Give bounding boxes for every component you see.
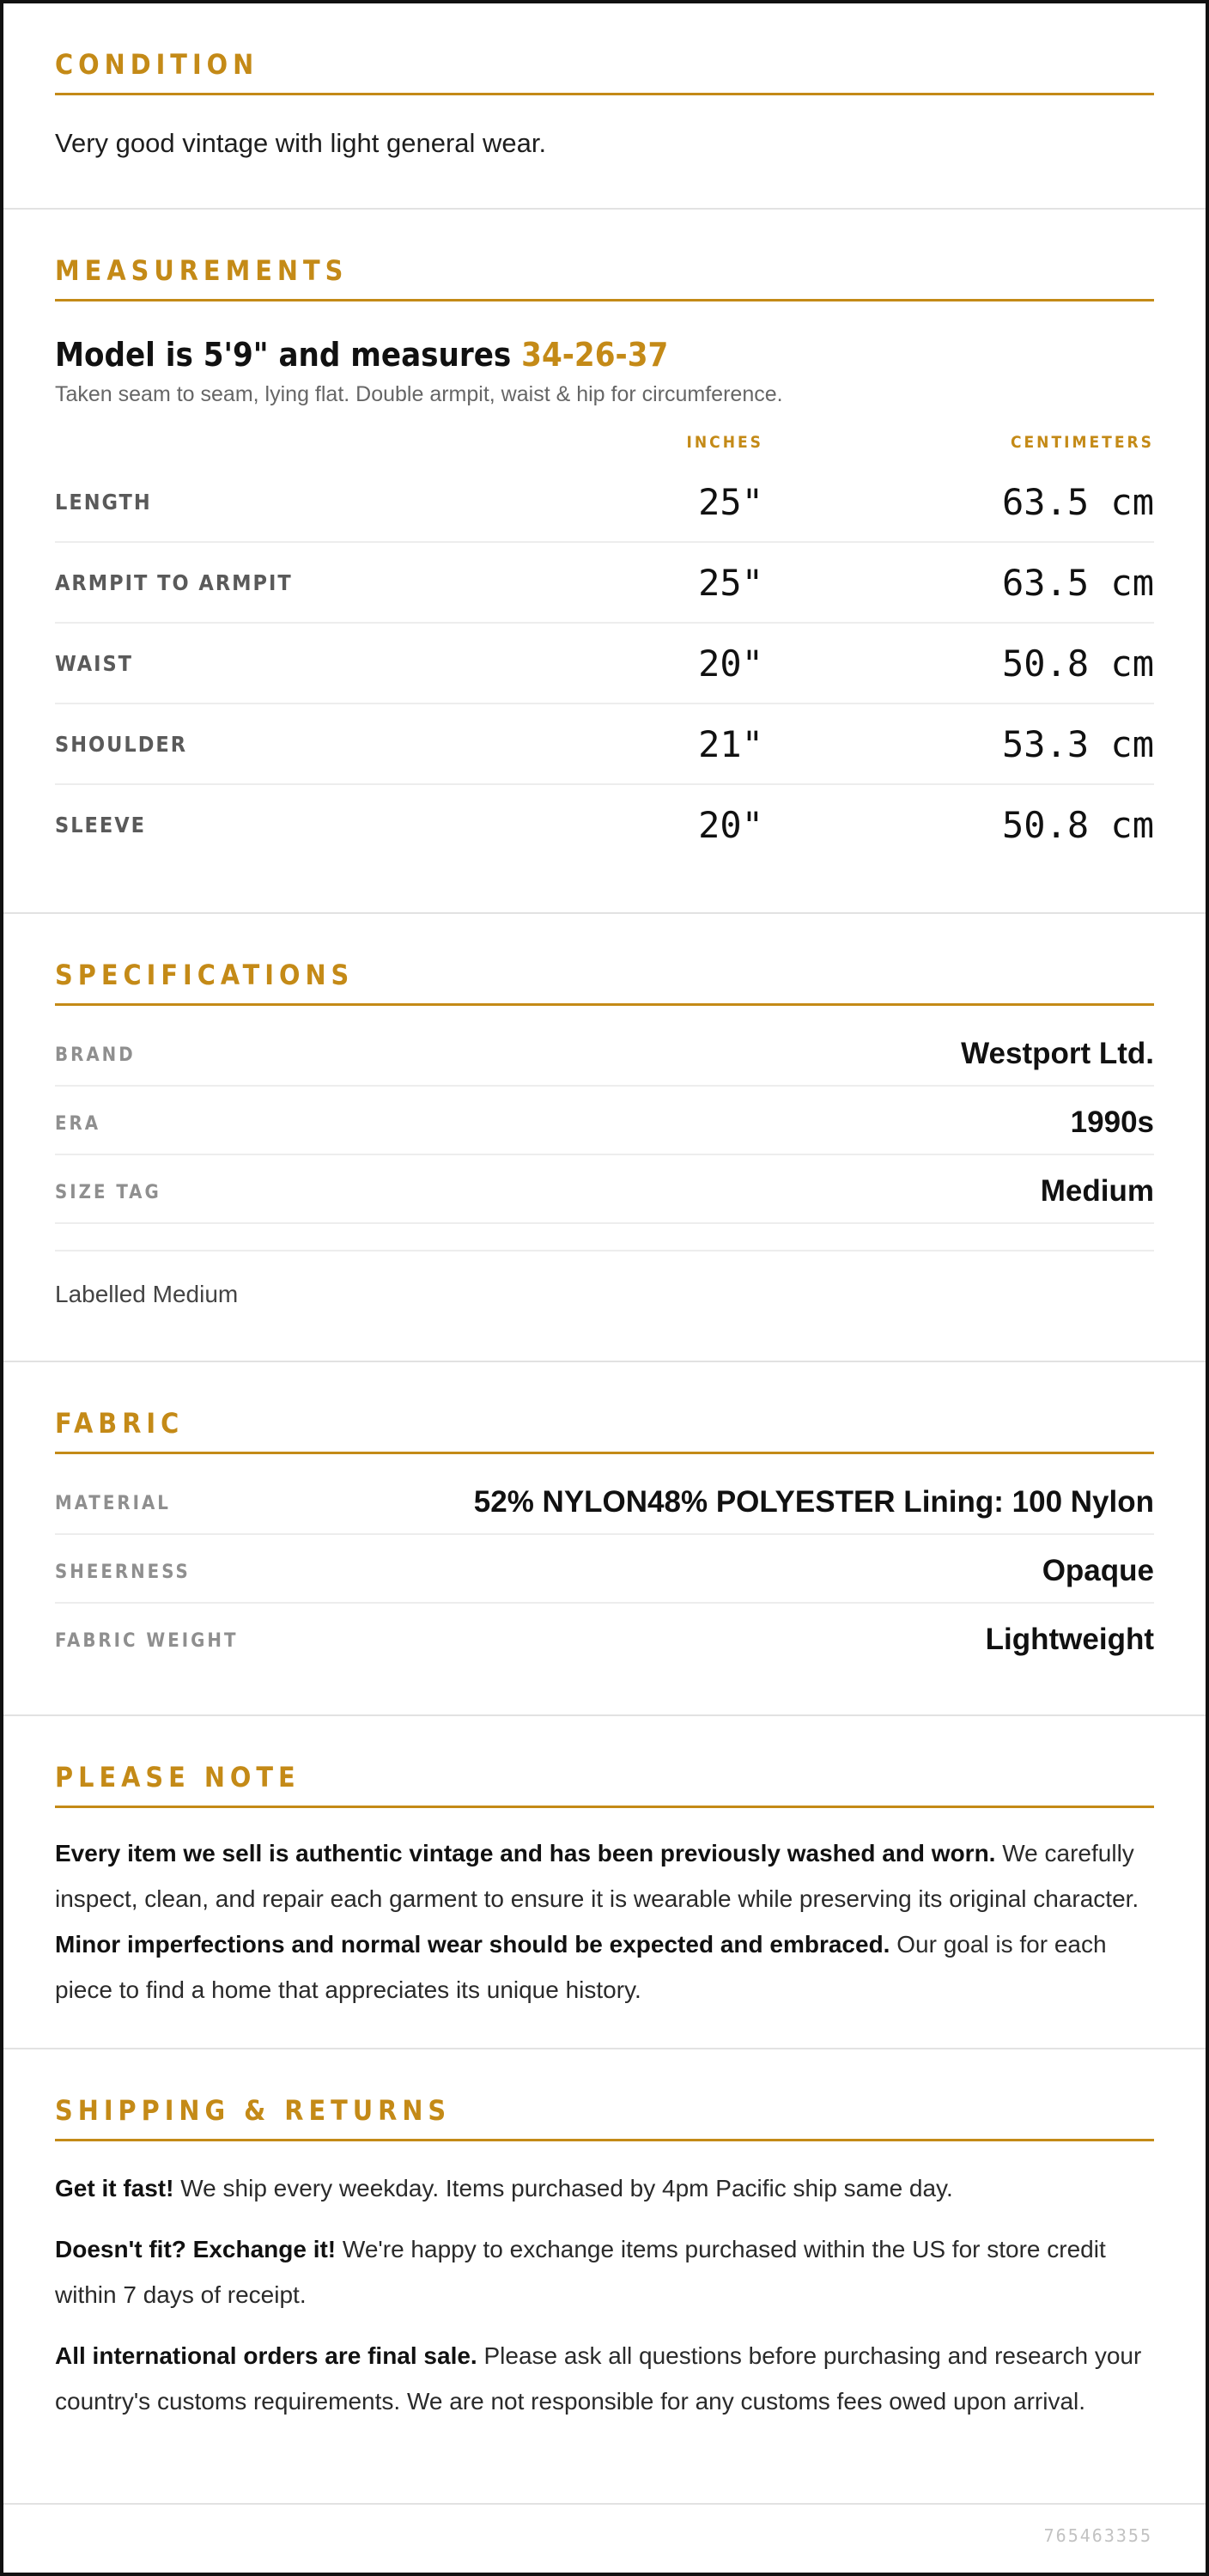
measurement-label: SHOULDER [55, 732, 188, 757]
fabric-label: MATERIAL [55, 1493, 171, 1514]
measurement-row-length [55, 462, 1154, 543]
model-measures-value: 34-26-37 [521, 336, 669, 374]
measurement-inches: 25" [698, 562, 763, 604]
measurements-title: MEASUREMENTS [55, 254, 1154, 301]
measurement-cm: 50.8 cm [1001, 804, 1154, 846]
measurements-note: Taken seam to seam, lying flat. Double armpit, waist & hip for circumference. [55, 382, 783, 406]
spec-row-brand [55, 1018, 1154, 1087]
shipping-paragraph-international [55, 2333, 1154, 2424]
please-note-bold-2: Minor imperfections and normal wear should be expected and embraced. [55, 1931, 890, 1958]
measurements-section [3, 210, 1206, 914]
fabric-row-material [55, 1466, 1154, 1535]
shipping-paragraph-fast [55, 2165, 1154, 2211]
please-note-text-2: Our goal is for each piece to find a home that appreciates its unique history. [55, 1931, 1107, 2003]
measurements-table-header [55, 433, 1154, 462]
measurement-row-shoulder [55, 704, 1154, 785]
measurement-row-sleeve [55, 785, 1154, 864]
spec-value: Westport Ltd. [961, 1037, 1154, 1070]
shipping-paragraph-exchange [55, 2226, 1154, 2317]
fabric-label: SHEERNESS [55, 1562, 191, 1583]
spec-value: 1990s [1070, 1105, 1154, 1139]
spec-label: BRAND [55, 1044, 136, 1066]
please-note-title: PLEASE NOTE [55, 1761, 1154, 1808]
measurement-label: ARMPIT TO ARMPIT [55, 570, 293, 595]
shipping-returns-title: SHIPPING & RETURNS [55, 2094, 1154, 2141]
measurement-label: SLEEVE [55, 813, 147, 837]
measurement-row-armpit-to-armpit [55, 543, 1154, 624]
specifications-list [55, 1018, 1154, 1224]
condition-title: CONDITION [55, 48, 1154, 95]
product-id: 765463355 [1043, 2525, 1152, 2546]
fabric-value: 52% NYLON48% POLYESTER Lining: 100 Nylon [473, 1485, 1154, 1519]
please-note-text [55, 1830, 1154, 2013]
condition-text: Very good vintage with light general wear. [55, 128, 547, 158]
measurement-inches: 20" [698, 804, 763, 846]
specifications-title: SPECIFICATIONS [55, 959, 1154, 1006]
fabric-list [55, 1466, 1154, 1671]
spec-label: SIZE TAG [55, 1182, 161, 1203]
fabric-value: Opaque [1042, 1554, 1154, 1587]
shipping-exchange-text: We're happy to exchange items purchased within the US for store credit within 7 days of receipt. [55, 2236, 1106, 2308]
shipping-international-text: Please ask all questions before purchasing and research your country's customs requirements. We are not responsible for any customs fees owed upon arrival. [55, 2342, 1142, 2415]
spec-label: ERA [55, 1113, 101, 1135]
measurement-inches: 21" [698, 723, 763, 765]
fabric-title: FABRIC [55, 1407, 1154, 1454]
please-note-bold-1: Every item we sell is authentic vintage and has been previously washed and worn. [55, 1840, 996, 1867]
shipping-fast-bold: Get it fast! [55, 2175, 174, 2201]
measurement-cm: 50.8 cm [1001, 642, 1154, 685]
fabric-label: FABRIC WEIGHT [55, 1630, 239, 1652]
shipping-exchange-bold: Doesn't fit? Exchange it! [55, 2236, 337, 2262]
fabric-section [3, 1362, 1206, 1716]
shipping-international-bold: All international orders are final sale. [55, 2342, 477, 2369]
please-note-section [3, 1716, 1206, 2049]
inches-column-header: INCHES [686, 433, 763, 452]
fabric-row-sheerness [55, 1535, 1154, 1604]
model-measures-prefix: Model is 5'9" and measures [55, 336, 522, 374]
fabric-value: Lightweight [985, 1623, 1154, 1656]
model-measures-line [55, 336, 1154, 374]
specifications-section [3, 914, 1206, 1362]
measurement-cm: 63.5 cm [1001, 481, 1154, 523]
please-note-text-1: We carefully inspect, clean, and repair each garment to ensure it is wearable while preserving its original character. [55, 1840, 1139, 1912]
measurement-inches: 20" [698, 642, 763, 685]
measurement-inches: 25" [698, 481, 763, 523]
spec-value: Medium [1040, 1174, 1154, 1208]
measurement-label: LENGTH [55, 490, 152, 515]
spec-row-era [55, 1087, 1154, 1155]
measurement-row-waist [55, 624, 1154, 704]
centimeters-column-header: CENTIMETERS [1010, 433, 1154, 452]
measurement-cm: 53.3 cm [1001, 723, 1154, 765]
measurement-label: WAIST [55, 651, 134, 676]
fabric-row-weight [55, 1604, 1154, 1671]
measurement-cm: 63.5 cm [1001, 562, 1154, 604]
size-tag-note: Labelled Medium [55, 1250, 1154, 1308]
spec-row-size-tag [55, 1155, 1154, 1224]
shipping-returns-section [3, 2049, 1206, 2505]
shipping-fast-text: We ship every weekday. Items purchased by 4pm Pacific ship same day. [173, 2175, 953, 2201]
measurements-table [55, 462, 1154, 864]
condition-section [3, 3, 1206, 210]
